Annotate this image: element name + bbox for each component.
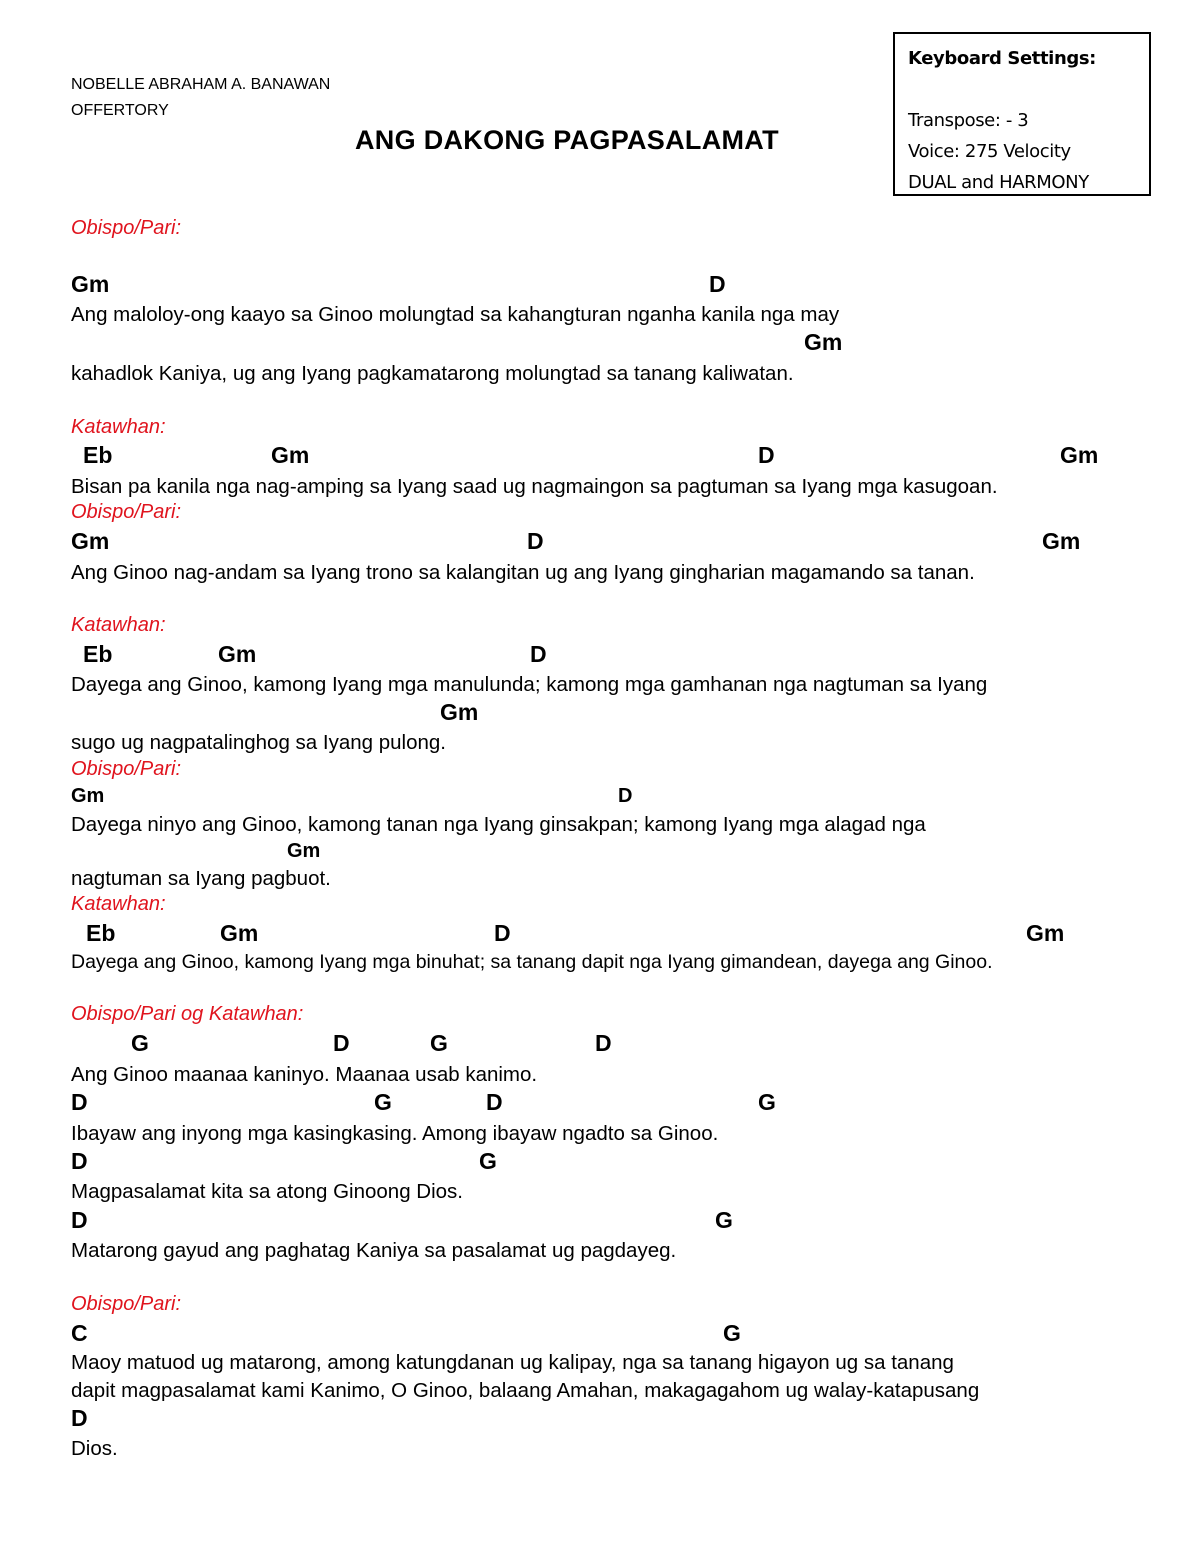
chord: Gm: [804, 329, 843, 355]
transpose-setting: Transpose: - 3: [908, 110, 1029, 131]
chord: G: [374, 1089, 392, 1115]
chord: Eb: [83, 442, 113, 468]
lyric-line: dapit magpasalamat kami Kanimo, O Ginoo, balaang Amahan, makagagahom ug walay-katapusang: [71, 1379, 980, 1402]
chord: Eb: [83, 641, 113, 667]
lyric-line: Dios.: [71, 1437, 118, 1460]
lyric-line: Matarong gayud ang paghatag Kaniya sa pasalamat ug pagdayeg.: [71, 1239, 677, 1262]
chord: Gm: [440, 699, 479, 725]
chord: D: [527, 528, 544, 554]
lyric-line: kahadlok Kaniya, ug ang Iyang pagkamatarong molungtad sa tanang kaliwatan.: [71, 362, 794, 385]
chord: G: [479, 1148, 497, 1174]
lyric-line: Magpasalamat kita sa atong Ginoong Dios.: [71, 1180, 464, 1203]
lyric-line: Ibayaw ang inyong mga kasingkasing. Among ibayaw ngadto sa Ginoo.: [71, 1122, 719, 1145]
mode-setting: DUAL and HARMONY: [908, 172, 1089, 193]
chord: D: [71, 1207, 88, 1233]
chord: D: [71, 1405, 88, 1431]
lyric-line: Maoy matuod ug matarong, among katungdanan ug kalipay, nga sa tanang higayon ug sa tanang: [71, 1351, 954, 1374]
role-label: Katawhan:: [71, 416, 166, 438]
role-label: Obispo/Pari:: [71, 1293, 182, 1315]
chord: Gm: [220, 920, 259, 946]
chord: Gm: [71, 785, 105, 807]
chord: Gm: [271, 442, 310, 468]
chord: D: [71, 1148, 88, 1174]
chord: G: [430, 1030, 448, 1056]
author-name: NOBELLE ABRAHAM A. BANAWAN: [71, 76, 331, 93]
chord: D: [709, 271, 726, 297]
role-label: Katawhan:: [71, 893, 166, 915]
song-title: ANG DAKONG PAGPASALAMAT: [355, 125, 779, 155]
lyric-line: nagtuman sa Iyang pagbuot.: [71, 867, 331, 890]
section-label: OFFERTORY: [71, 102, 169, 119]
lyric-line: Dayega ang Ginoo, kamong Iyang mga binuhat; sa tanang dapit nga Iyang gimandean, dayega ang Ginoo.: [71, 951, 993, 973]
role-label: Katawhan:: [71, 614, 166, 636]
lyric-line: Ang Ginoo nag-andam sa Iyang trono sa kalangitan ug ang Iyang gingharian magamando sa tanan.: [71, 561, 975, 584]
lyric-line: sugo ug nagpatalinghog sa Iyang pulong.: [71, 731, 447, 754]
chord: D: [618, 785, 633, 807]
keyboard-settings-heading: Keyboard Settings:: [908, 48, 1096, 69]
chord: Gm: [71, 271, 110, 297]
lyric-line: Bisan pa kanila nga nag-amping sa Iyang saad ug nagmaingon sa pagtuman sa Iyang mga kasugoan.: [71, 475, 998, 498]
chord: D: [530, 641, 547, 667]
chord: D: [595, 1030, 612, 1056]
chord: Gm: [1042, 528, 1081, 554]
chord: C: [71, 1320, 88, 1346]
role-label: Obispo/Pari:: [71, 758, 182, 780]
role-label: Obispo/Pari:: [71, 217, 182, 239]
lyric-line: Dayega ang Ginoo, kamong Iyang mga manulunda; kamong mga gamhanan nga nagtuman sa Iyang: [71, 673, 988, 696]
chord: Gm: [71, 528, 110, 554]
lyric-line: Ang maloloy-ong kaayo sa Ginoo molungtad sa kahangturan nganha kanila nga may: [71, 303, 840, 326]
chord: Eb: [86, 920, 116, 946]
chord: D: [486, 1089, 503, 1115]
chord: D: [333, 1030, 350, 1056]
role-label: Obispo/Pari:: [71, 501, 182, 523]
chord: G: [723, 1320, 741, 1346]
chord: D: [71, 1089, 88, 1115]
chord: G: [758, 1089, 776, 1115]
chord: Gm: [1026, 920, 1065, 946]
keyboard-settings-box: [893, 32, 1151, 196]
voice-setting: Voice: 275 Velocity: [908, 141, 1071, 162]
chord: Gm: [1060, 442, 1099, 468]
role-label: Obispo/Pari og Katawhan:: [71, 1003, 304, 1025]
lyric-line: Ang Ginoo maanaa kaninyo. Maanaa usab kanimo.: [71, 1063, 538, 1086]
lyric-line: Dayega ninyo ang Ginoo, kamong tanan nga Iyang ginsakpan; kamong Iyang mga alagad nga: [71, 813, 926, 836]
chord: Gm: [218, 641, 257, 667]
chord: D: [758, 442, 775, 468]
chord: D: [494, 920, 511, 946]
chord: G: [715, 1207, 733, 1233]
chord: G: [131, 1030, 149, 1056]
chord: Gm: [287, 840, 321, 862]
